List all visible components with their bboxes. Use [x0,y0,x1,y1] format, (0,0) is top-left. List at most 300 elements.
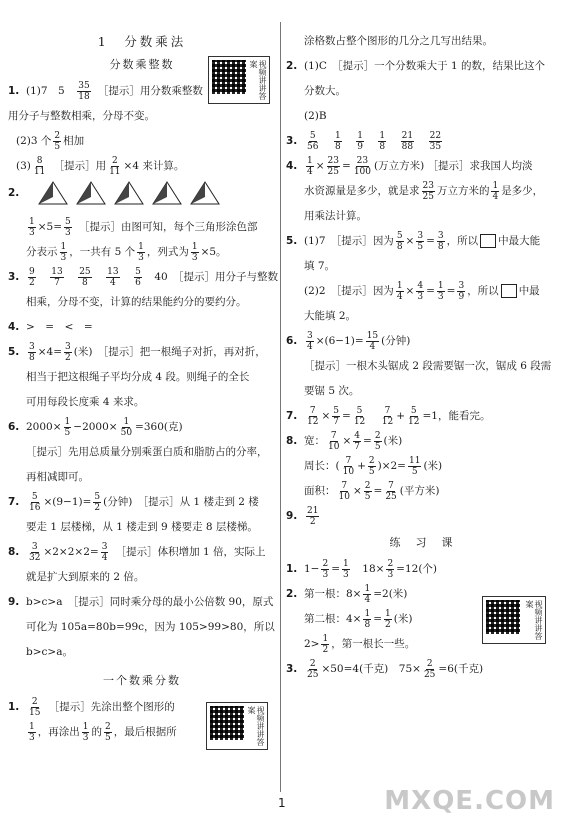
denominator: 2 [29,277,35,288]
q1-line [8,80,276,103]
q3-hint-2 [8,291,276,314]
hint-tag: ［提示］ [103,85,140,97]
denominator: 4 [101,552,108,563]
answer-text: × [352,485,362,497]
fraction [422,181,435,202]
answer-text: −2000× [73,421,118,433]
hint-text: 同时乘分母的最小公倍数 90，原式 [109,596,274,608]
hint-text: 先涂出整个图形的 [90,701,175,713]
answer-text: (1)7 [304,235,326,247]
hint-text: = [446,285,456,297]
fraction [384,481,397,502]
triangle-icon [151,180,183,206]
denominator: 5 [411,466,418,477]
hint-text: = [426,285,435,297]
fraction [321,634,329,655]
answer-text: (分钟) [381,335,411,347]
answer-text: 2> [304,638,320,650]
hint-text: ，所以 [467,285,499,297]
fraction [416,231,424,252]
hint-text: 用分子与整数相乘，分母不变。 [8,110,155,122]
hint-text: 要锯 5 次。 [304,385,360,397]
fraction [356,131,364,152]
hint-text: 可用每段长度乘 4 来求。 [26,396,145,408]
denominator: 4 [492,191,499,202]
fraction [28,217,36,238]
numerator: 21 [401,130,414,141]
answer-text: )×2= [377,460,406,472]
numerator: 1 [385,608,391,619]
denominator: 5 [368,466,375,477]
fraction [396,231,404,252]
r2-hint-2 [286,80,558,103]
fraction [306,506,319,527]
answer-text: × [321,410,331,422]
fraction [429,131,442,152]
fraction [353,431,361,452]
numerator: 3 [417,230,424,241]
numerator: 1 [29,721,35,732]
fraction [28,697,41,718]
hint-text: 一根木头锯成 2 段需要锯一次，锯成 6 段需 [346,360,552,372]
denominator: 8 [437,241,444,252]
hint-text: 要走 1 层楼梯，从 1 楼走到 9 楼要走 8 层楼梯。 [26,521,258,533]
hint-tag: ［提示］ [84,221,121,233]
numerator: 1 [29,216,35,227]
denominator: 3 [29,732,35,743]
q-number: 2. [8,187,20,199]
q9-hint-2 [8,616,276,639]
numerator: 3 [307,330,313,341]
denominator: 3 [191,252,198,263]
numerator: 3 [101,541,108,552]
fraction [457,281,465,302]
numerator: 7 [330,430,337,441]
qr-label: 视频讲讲答案 [249,60,267,100]
denominator: 10 [342,466,355,477]
triangle-icon [37,180,69,206]
denominator: 18 [78,91,90,102]
q-number: 8. [8,546,20,558]
q10-hint-2 [8,721,276,744]
q-number: 9. [8,596,20,608]
blank-box [501,284,517,298]
answer-text: =1，能看完。 [422,410,491,422]
fraction [353,156,372,177]
numerator: 25 [79,266,91,277]
hint-text: 由图可知，每个三角形涂色部 [121,221,258,233]
hint-text: = [426,235,435,247]
answer-text: (米) [423,460,443,472]
answer-text: =6(千克) [438,663,484,675]
q9-hint-3 [8,641,276,664]
denominator: 4 [110,277,116,288]
numerator: 3 [31,541,38,552]
answer-text: × [342,435,352,447]
left-column [8,20,276,746]
denominator: 3 [138,252,144,263]
q10-line [8,696,276,719]
q-number: 5. [286,235,298,247]
answer-text: 周长：( [304,460,340,472]
answer-text: ×50=4(千克) 75× [321,663,421,675]
fraction [50,267,63,288]
fraction [306,659,319,680]
denominator: 3 [322,569,329,580]
r0-line [286,30,558,53]
denominator: 7 [333,416,339,427]
fraction [353,406,366,427]
fraction [120,417,133,438]
numerator: 5 [31,491,38,502]
numerator: 1 [364,583,371,594]
denominator: 5 [104,732,111,743]
fraction [306,131,319,152]
denominator: 4 [396,291,403,302]
fraction [327,431,340,452]
answer-text: 第一根：8× [304,588,362,600]
answer-text: ×(6−1)= [315,335,364,347]
hint-text: 分表示 [26,246,58,258]
fraction [401,131,414,152]
fraction [191,242,199,263]
fraction [64,417,72,438]
numerator: 3 [29,341,35,352]
answer-text: (平方米) [399,485,440,497]
q2-line [8,216,276,239]
hint-text: ，所以 [446,235,479,247]
hint-text: 的 [91,726,102,738]
r3-values [304,130,455,152]
hint-tag: ［提示］ [26,446,68,458]
numerator: 1 [379,130,386,141]
practice-title: 练 习 课 [389,536,455,549]
r2-part2 [286,105,558,128]
denominator: 12 [307,416,319,427]
denominator: 2 [309,516,316,527]
numerator: 2 [426,658,433,669]
numerator: 22 [429,130,442,141]
spacer [344,135,355,147]
numerator: 5 [333,405,339,416]
p2-compare [286,633,558,656]
numerator: 5 [309,130,316,141]
fraction [363,609,371,630]
denominator: 25 [422,191,434,202]
hint-text: ×4 来计算。 [123,160,185,172]
fraction [28,492,41,513]
numerator: 2 [31,696,38,707]
fraction [437,231,445,252]
hint-text: 体积增加 1 倍，实际上 [157,546,266,558]
hint-text: 中最大能 [498,235,541,247]
q2-hint-2 [8,241,276,264]
q5-hint-2 [8,366,276,389]
fraction [137,242,145,263]
triangle-figures [37,180,221,206]
q-number: 9. [286,510,298,522]
hint-text: 从 1 楼走到 2 楼 [179,496,259,508]
numerator: 5 [65,216,71,227]
answer-text: ×2×2×2= [43,546,99,558]
hint-text: 因为 [372,235,394,247]
r6-line [286,330,558,353]
answer-text: =360(克) [135,421,183,433]
answer-text: 40 [154,271,168,283]
answer-text: ×(9−1)= [43,496,92,508]
q-number: 3. [286,135,298,147]
denominator: 100 [353,166,371,177]
denominator: 11 [109,166,121,177]
denominator: 10 [338,491,350,502]
q7-line [8,491,276,514]
answer-text: 1− [304,563,320,575]
fraction [327,156,340,177]
denominator: 12 [408,416,420,427]
answer-text: (2)B [304,110,327,122]
spacer [388,135,399,147]
denominator: 15 [29,707,41,718]
q-number: 8. [286,435,298,447]
numerator: 1 [322,633,329,644]
answer-text: =12(个) [396,563,438,575]
numerator: 5 [396,230,403,241]
fraction [28,722,36,743]
denominator: 3 [60,252,67,263]
triangle-icon [75,180,107,206]
denominator: 3 [437,291,444,302]
numerator: 4 [354,430,360,441]
hint-text: 是多少， [501,185,544,197]
fraction [396,281,404,302]
denominator: 35 [429,141,442,152]
q-number: 4. [8,321,20,333]
q8-hint-2 [8,566,276,589]
spacer [94,271,105,283]
answer-text: 18× [351,563,385,575]
numerator: 1 [82,721,89,732]
numerator: 1 [307,155,313,166]
answer-text: ×4= [37,346,63,358]
fraction [28,267,36,288]
q-number: 2. [286,588,298,600]
hint-text: 用 [95,160,107,172]
answer-text: ×5= [37,221,63,233]
q-number: 2. [286,60,298,72]
fraction [306,406,319,427]
denominator: 5 [54,141,61,152]
hint-tag: ［提示］ [53,701,91,713]
denominator: 2 [65,352,71,363]
answer-text: (米) [393,613,413,625]
p2-second [286,608,558,631]
fraction [306,156,314,177]
numerator: 1 [334,130,341,141]
answer-text: ，第一根长一些。 [331,638,416,650]
answer-text: (2)2 [304,285,326,297]
hint-text: 涂格数占整个图形的几分之几写出结果。 [304,35,493,47]
hint-text: 可化为 105a=80b=99c，因为 105>99>80，所以 [26,621,275,633]
hint-text: 再相减即可。 [26,471,89,483]
numerator: 1 [343,558,349,569]
numerator: 2 [322,558,329,569]
numerator: 2 [309,658,316,669]
answer-text: (1)C [304,60,327,72]
spacer [144,271,155,283]
qr-label: 视频讲讲答案 [247,706,265,746]
denominator: 50 [120,427,133,438]
numerator: 7 [345,455,352,466]
hint-text: × [405,235,415,247]
spacer [66,271,77,283]
numerator: 1 [396,280,403,291]
numerator: 13 [107,266,119,277]
fraction [381,406,394,427]
fraction [363,584,371,605]
fraction [408,456,421,477]
fraction [306,331,314,352]
answer-text: (米) [383,435,403,447]
numerator: 5 [410,405,417,416]
right-column [286,28,558,683]
q-number: 4. [286,160,298,172]
hint-text: b>c>a。 [26,646,73,658]
subsection-title-1: 分数乘整数 [109,58,175,71]
q-number: 5. [8,346,20,358]
fraction [368,456,376,477]
answer-text: × [315,160,325,172]
column-divider [280,22,281,792]
denominator: 4 [307,341,313,352]
section-title: 1 分数乘法 [97,34,187,49]
hint-text: 就是扩大到原来的 2 倍。 [26,571,145,583]
numerator: 7 [341,480,348,491]
p3-line [286,658,558,681]
r8-area [286,480,558,503]
hint-text: 相当于把这根绳子平均分成 4 段。则绳子的全长 [26,371,250,383]
q-number: 3. [286,663,298,675]
fraction [53,131,61,152]
numerator: 7 [388,480,394,491]
denominator: 12 [353,416,366,427]
r9-line [286,505,558,528]
denominator: 3 [65,227,71,238]
numerator: 23 [356,155,369,166]
denominator: 56 [307,141,319,152]
fraction [386,559,394,580]
r5-line [286,230,558,253]
q7-hint-2 [8,516,276,539]
fraction [364,481,372,502]
fraction [491,181,499,202]
denominator: 7 [54,277,60,288]
answer-text: + [396,410,406,422]
q-number: 6. [286,335,298,347]
p1-line [286,558,558,581]
hint-text: 大能填 2。 [304,310,357,322]
answer-text: (米) [73,346,93,358]
denominator: 2 [94,502,101,513]
denominator: 5 [64,427,71,438]
watermark: MXQE.COM [384,786,555,816]
fraction [64,342,72,363]
r4-line [286,155,558,178]
denominator: 5 [374,441,381,452]
hint-tag: ［提示］ [120,546,158,558]
hint-text: 用分数乘整数 [139,85,203,97]
denominator: 6 [135,277,141,288]
numerator: 5 [135,266,141,277]
denominator: 5 [364,491,371,502]
fraction [407,406,420,427]
denominator: 8 [364,619,371,630]
hint-tag: ［提示］ [58,160,96,172]
q-number: 3. [8,271,20,283]
spacer [122,271,133,283]
r8-line [286,430,558,453]
answer-text: (3) [16,160,31,172]
q8-line [8,541,276,564]
numerator: 2 [374,430,381,441]
hint-text: 万立方米的 [436,185,490,197]
denominator: 7 [354,441,360,452]
numerator: 23 [422,180,434,191]
hint-text: ，列式为 [146,246,189,258]
numerator: 3 [65,341,71,352]
triangle-icon [113,180,145,206]
denominator: 11 [33,166,46,177]
r8-perimeter [286,455,558,478]
numerator: 1 [357,130,363,141]
q5-hint-3 [8,391,276,414]
q1-hint-2 [8,105,276,128]
hint-tag: ［提示］ [178,271,215,283]
q6-hint-2 [8,466,276,489]
hint-tag: ［提示］ [336,285,373,297]
hint-text: ，再涂出 [37,726,80,738]
answer-text: (分钟) [103,496,133,508]
answer-text: + [357,460,366,472]
answer-text: 2000× [26,421,62,433]
answer-text: (万立方米) [374,160,425,172]
r3-line [286,130,558,153]
fraction [374,431,382,452]
answer-text: 第二根：4× [304,613,362,625]
answer-text: = [373,613,383,625]
numerator: 1 [64,416,71,427]
denominator: 2 [385,619,391,630]
fraction [416,281,424,302]
fraction [60,242,68,263]
q6-line [8,416,276,439]
answer-text: 面积： [304,485,336,497]
r4-hint-2 [286,180,558,203]
q-number: 1. [8,85,20,97]
fraction [437,281,445,302]
fraction [104,722,112,743]
q5-line [8,341,276,364]
denominator: 3 [417,291,424,302]
numerator: 15 [366,330,379,341]
qr-label: 视频讲讲答案 [525,600,543,640]
hint-text: 用乘法计算。 [304,210,367,222]
hint-text: ，最后根据所 [113,726,177,738]
numerator: 1 [138,241,144,252]
fraction [93,492,101,513]
fraction [378,131,386,152]
fraction [338,481,351,502]
denominator: 88 [401,141,414,152]
